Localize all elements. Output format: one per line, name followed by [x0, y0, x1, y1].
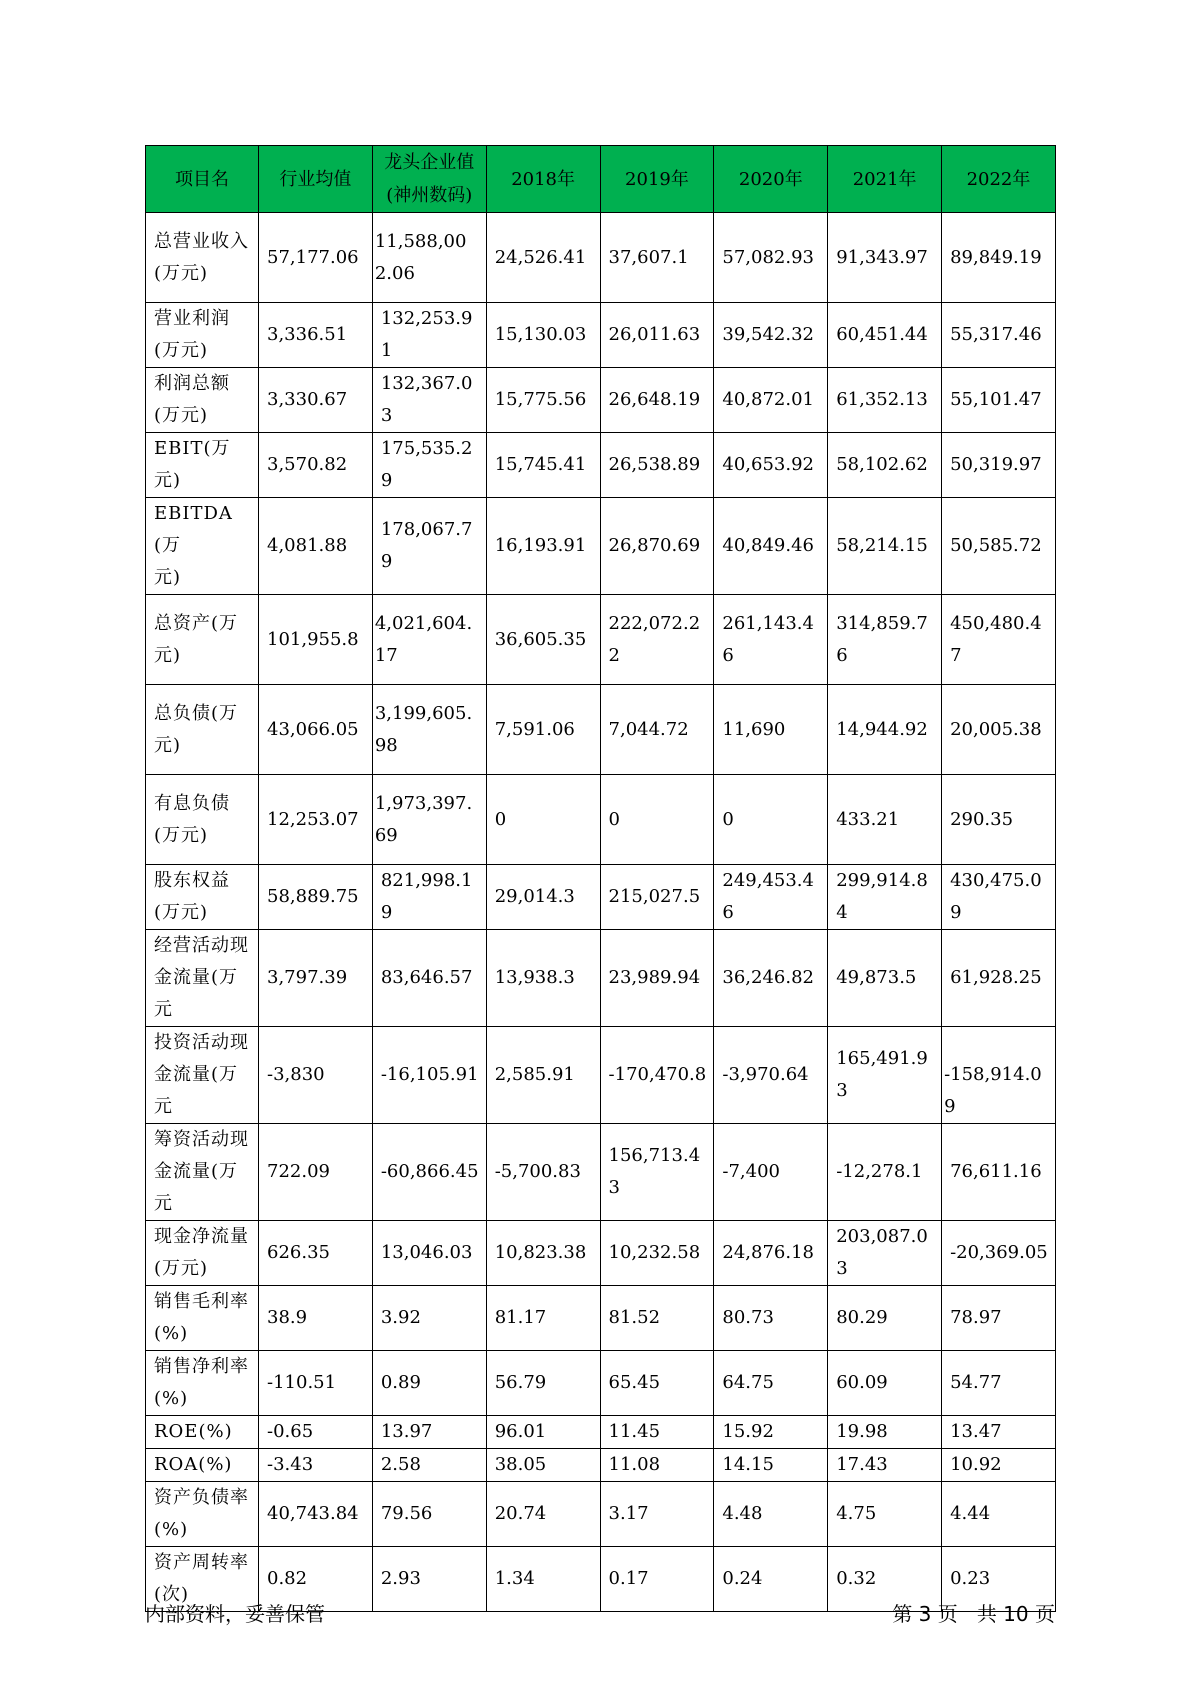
- table-cell: 2,585.91: [486, 1027, 600, 1124]
- table-row: [146, 303, 1056, 368]
- row-label-line: 有息负债: [154, 792, 230, 814]
- table-cell: 0: [714, 775, 828, 865]
- table-cell: 57,082.93: [714, 213, 828, 303]
- table-cell: 0: [486, 775, 600, 865]
- table-cell: 40,872.01: [714, 368, 828, 433]
- table-cell: 450,480.47: [942, 595, 1056, 685]
- table-cell: 0.32: [828, 1547, 942, 1612]
- table-cell: -12,278.1: [828, 1124, 942, 1221]
- table-cell: 91,343.97: [828, 213, 942, 303]
- table-cell: 24,526.41: [486, 213, 600, 303]
- row-label: [146, 595, 259, 685]
- table-cell: 60.09: [828, 1351, 942, 1416]
- table-cell: 81.17: [486, 1286, 600, 1351]
- row-label-line: 元): [154, 644, 182, 666]
- table-cell: 15.92: [714, 1416, 828, 1449]
- table-cell: 7,044.72: [600, 685, 714, 775]
- table-cell: 1.34: [486, 1547, 600, 1612]
- row-label: [146, 930, 259, 1027]
- table-cell: 55,317.46: [942, 303, 1056, 368]
- row-label-line: 金流量(万元: [154, 1064, 239, 1117]
- table-cell: 0.17: [600, 1547, 714, 1612]
- table-cell: -20,369.05: [942, 1221, 1056, 1286]
- table-cell: 203,087.03: [828, 1221, 942, 1286]
- table-cell: 3.17: [600, 1482, 714, 1547]
- row-label: [146, 1286, 259, 1351]
- table-cell: 57,177.06: [259, 213, 373, 303]
- table-cell: 156,713.43: [600, 1124, 714, 1221]
- row-label: [146, 213, 259, 303]
- table-cell: 4.44: [942, 1482, 1056, 1547]
- table-cell: 10,232.58: [600, 1221, 714, 1286]
- table-cell: 37,607.1: [600, 213, 714, 303]
- table-cell: 65.45: [600, 1351, 714, 1416]
- row-label: [146, 1449, 259, 1482]
- table-cell: -60,866.45: [372, 1124, 486, 1221]
- row-label: [146, 1124, 259, 1221]
- table-cell: 132,253.91: [372, 303, 486, 368]
- header-cell: 2020年: [714, 146, 828, 213]
- table-cell: 4.75: [828, 1482, 942, 1547]
- row-label: [146, 433, 259, 498]
- table-cell: 50,585.72: [942, 498, 1056, 595]
- table-cell: 79.56: [372, 1482, 486, 1547]
- table-cell: 39,542.32: [714, 303, 828, 368]
- table-cell: 36,246.82: [714, 930, 828, 1027]
- row-label: [146, 685, 259, 775]
- row-label-line: 金流量(万元: [154, 967, 239, 1020]
- table-cell: 314,859.76: [828, 595, 942, 685]
- table-cell: 78.97: [942, 1286, 1056, 1351]
- row-label-line: 总负债(万: [154, 702, 239, 724]
- table-cell: 1,973,397.69: [372, 775, 486, 865]
- header-item-name: 项目名: [146, 146, 259, 213]
- table-cell: 261,143.46: [714, 595, 828, 685]
- row-label-line: (万元): [154, 824, 209, 846]
- table-row: [146, 1286, 1056, 1351]
- table-cell: 26,870.69: [600, 498, 714, 595]
- table-cell: 76,611.16: [942, 1124, 1056, 1221]
- table-cell: 14,944.92: [828, 685, 942, 775]
- table-cell: -3,830: [259, 1027, 373, 1124]
- table-cell: -0.65: [259, 1416, 373, 1449]
- table-cell: 24,876.18: [714, 1221, 828, 1286]
- table-cell: 290.35: [942, 775, 1056, 865]
- table-cell: 19.98: [828, 1416, 942, 1449]
- row-label: [146, 1221, 259, 1286]
- table-cell: 12,253.07: [259, 775, 373, 865]
- table-cell: -110.51: [259, 1351, 373, 1416]
- table-cell: -3.43: [259, 1449, 373, 1482]
- table-cell: 215,027.5: [600, 865, 714, 930]
- row-label-line: ROE(%): [154, 1421, 233, 1442]
- table-row: [146, 930, 1056, 1027]
- table-cell: 58,889.75: [259, 865, 373, 930]
- header-cell: 行业均值: [259, 146, 373, 213]
- table-row: [146, 1124, 1056, 1221]
- table-cell: 58,214.15: [828, 498, 942, 595]
- footer-confidential-note: 内部资料，妥善保管: [145, 1602, 325, 1626]
- table-cell: 54.77: [942, 1351, 1056, 1416]
- row-label: [146, 498, 259, 595]
- table-cell: 13,938.3: [486, 930, 600, 1027]
- table-row: [146, 1482, 1056, 1547]
- header-cell: 2022年: [942, 146, 1056, 213]
- table-cell: 299,914.84: [828, 865, 942, 930]
- table-row: [146, 865, 1056, 930]
- row-label: [146, 775, 259, 865]
- table-cell: -7,400: [714, 1124, 828, 1221]
- table-cell: 40,849.46: [714, 498, 828, 595]
- table-body: [146, 213, 1056, 1612]
- header-row: [146, 146, 1056, 213]
- row-label-line: 现金净流量: [154, 1226, 249, 1247]
- table-cell: 15,130.03: [486, 303, 600, 368]
- table-cell: 61,352.13: [828, 368, 942, 433]
- table-cell: 0.23: [942, 1547, 1056, 1612]
- table-cell: -158,914.09: [942, 1027, 1056, 1124]
- table-row: [146, 685, 1056, 775]
- table-row: [146, 1416, 1056, 1449]
- table-cell: -170,470.8: [600, 1027, 714, 1124]
- row-label-line: 总资产(万: [154, 612, 239, 634]
- financial-table: [145, 145, 1056, 1612]
- row-label-line: 投资活动现: [154, 1032, 249, 1053]
- table-cell: 13,046.03: [372, 1221, 486, 1286]
- table-cell: 38.05: [486, 1449, 600, 1482]
- table-cell: 10.92: [942, 1449, 1056, 1482]
- table-cell: 60,451.44: [828, 303, 942, 368]
- row-label-line: EBIT(万元): [154, 438, 231, 491]
- table-cell: 20,005.38: [942, 685, 1056, 775]
- table-cell: 4,021,604.17: [372, 595, 486, 685]
- table-cell: 56.79: [486, 1351, 600, 1416]
- table-cell: -16,105.91: [372, 1027, 486, 1124]
- table-cell: 7,591.06: [486, 685, 600, 775]
- table-cell: 132,367.03: [372, 368, 486, 433]
- table-cell: -5,700.83: [486, 1124, 600, 1221]
- table-cell: 165,491.93: [828, 1027, 942, 1124]
- table-cell: 433.21: [828, 775, 942, 865]
- table-row: [146, 1449, 1056, 1482]
- table-cell: 4,081.88: [259, 498, 373, 595]
- table-cell: 64.75: [714, 1351, 828, 1416]
- table-cell: 43,066.05: [259, 685, 373, 775]
- table-cell: 430,475.09: [942, 865, 1056, 930]
- header-cell: 2018年: [486, 146, 600, 213]
- row-label-line: (次): [154, 1584, 190, 1605]
- table-row: [146, 1027, 1056, 1124]
- table-cell: 80.29: [828, 1286, 942, 1351]
- row-label-line: (万元): [154, 902, 209, 923]
- table-cell: 26,538.89: [600, 433, 714, 498]
- row-label: [146, 303, 259, 368]
- row-label: [146, 1482, 259, 1547]
- row-label-line: 经营活动现: [154, 935, 249, 956]
- table-cell: 2.93: [372, 1547, 486, 1612]
- table-cell: 83,646.57: [372, 930, 486, 1027]
- row-label-line: 股东权益: [154, 870, 230, 891]
- table-cell: 40,743.84: [259, 1482, 373, 1547]
- row-label-line: 筹资活动现: [154, 1129, 249, 1150]
- table-cell: 175,535.29: [372, 433, 486, 498]
- table-row: [146, 368, 1056, 433]
- table-row: [146, 433, 1056, 498]
- row-label-line: EBITDA(万: [154, 503, 233, 556]
- footer-page-number: 第 3 页 共 10 页: [892, 1602, 1055, 1626]
- table-row: [146, 595, 1056, 685]
- row-label-line: 元): [154, 734, 182, 756]
- row-label-line: 营业利润: [154, 308, 230, 329]
- table-cell: 3.92: [372, 1286, 486, 1351]
- table-cell: 0.24: [714, 1547, 828, 1612]
- row-label-line: ROA(%): [154, 1454, 233, 1475]
- table-header: [146, 146, 1056, 213]
- table-cell: 26,648.19: [600, 368, 714, 433]
- table-cell: 3,797.39: [259, 930, 373, 1027]
- table-cell: 55,101.47: [942, 368, 1056, 433]
- table-cell: 11.45: [600, 1416, 714, 1449]
- table-cell: 249,453.46: [714, 865, 828, 930]
- table-cell: 26,011.63: [600, 303, 714, 368]
- row-label: [146, 1027, 259, 1124]
- table-cell: 2.58: [372, 1449, 486, 1482]
- table-cell: 14.15: [714, 1449, 828, 1482]
- header-cell: 2021年: [828, 146, 942, 213]
- table-cell: 0: [600, 775, 714, 865]
- table-cell: 821,998.19: [372, 865, 486, 930]
- row-label-line: (万元): [154, 340, 209, 361]
- table-cell: 3,570.82: [259, 433, 373, 498]
- table-cell: 15,775.56: [486, 368, 600, 433]
- table-cell: 17.43: [828, 1449, 942, 1482]
- table-row: [146, 213, 1056, 303]
- table-cell: 626.35: [259, 1221, 373, 1286]
- row-label-line: (万元): [154, 405, 209, 426]
- table-cell: 89,849.19: [942, 213, 1056, 303]
- row-label-line: 销售毛利率: [154, 1291, 249, 1312]
- table-cell: 0.89: [372, 1351, 486, 1416]
- row-label-line: 资产周转率: [154, 1552, 249, 1573]
- table-cell: 15,745.41: [486, 433, 600, 498]
- table-cell: 16,193.91: [486, 498, 600, 595]
- table-cell: 80.73: [714, 1286, 828, 1351]
- table-cell: 50,319.97: [942, 433, 1056, 498]
- table-cell: 3,199,605.98: [372, 685, 486, 775]
- table-cell: 10,823.38: [486, 1221, 600, 1286]
- table-row: [146, 1351, 1056, 1416]
- row-label-line: (万元): [154, 262, 209, 284]
- table-cell: 178,067.79: [372, 498, 486, 595]
- table-cell: 101,955.8: [259, 595, 373, 685]
- table-cell: 3,330.67: [259, 368, 373, 433]
- table-cell: 11,588,002.06: [372, 213, 486, 303]
- table-cell: 722.09: [259, 1124, 373, 1221]
- table-cell: 20.74: [486, 1482, 600, 1547]
- row-label-line: (%): [154, 1519, 189, 1540]
- table-cell: 13.97: [372, 1416, 486, 1449]
- table-cell: 13.47: [942, 1416, 1056, 1449]
- row-label-line: (%): [154, 1388, 189, 1409]
- row-label: [146, 368, 259, 433]
- row-label-line: 销售净利率: [154, 1356, 249, 1377]
- table-cell: 49,873.5: [828, 930, 942, 1027]
- row-label-line: (%): [154, 1323, 189, 1344]
- table-cell: 11,690: [714, 685, 828, 775]
- header-cell: 2019年: [600, 146, 714, 213]
- row-label-line: 资产负债率: [154, 1487, 249, 1508]
- table-cell: 0.82: [259, 1547, 373, 1612]
- row-label-line: (万元): [154, 1258, 209, 1279]
- table-cell: 38.9: [259, 1286, 373, 1351]
- table-row: [146, 775, 1056, 865]
- row-label-line: 元): [154, 567, 182, 588]
- table-cell: 81.52: [600, 1286, 714, 1351]
- row-label: [146, 865, 259, 930]
- row-label: [146, 1351, 259, 1416]
- table-row: [146, 1221, 1056, 1286]
- row-label-line: 金流量(万元: [154, 1161, 239, 1214]
- table-cell: 96.01: [486, 1416, 600, 1449]
- header-cell: 龙头企业值(神州数码): [372, 146, 486, 213]
- table-cell: 3,336.51: [259, 303, 373, 368]
- row-label: [146, 1416, 259, 1449]
- row-label-line: 利润总额: [154, 373, 230, 394]
- table-row: [146, 498, 1056, 595]
- table-cell: 29,014.3: [486, 865, 600, 930]
- table-cell: 58,102.62: [828, 433, 942, 498]
- row-label-line: 总营业收入: [154, 230, 249, 252]
- table-cell: 222,072.22: [600, 595, 714, 685]
- table-cell: 4.48: [714, 1482, 828, 1547]
- table-cell: -3,970.64: [714, 1027, 828, 1124]
- table-cell: 40,653.92: [714, 433, 828, 498]
- table-cell: 23,989.94: [600, 930, 714, 1027]
- table-cell: 11.08: [600, 1449, 714, 1482]
- table-cell: 36,605.35: [486, 595, 600, 685]
- table-cell: 61,928.25: [942, 930, 1056, 1027]
